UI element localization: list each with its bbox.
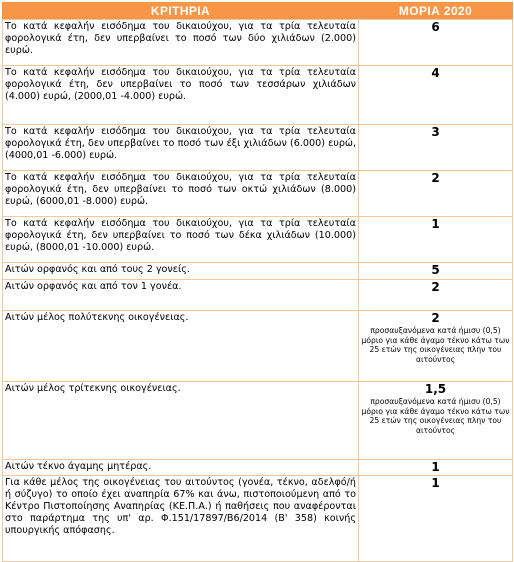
points-cell <box>359 217 513 263</box>
points-header: ΜΟΡΙΑ 2020 <box>359 3 513 20</box>
points-cell <box>359 171 513 217</box>
criteria-header: ΚΡΙΤΗΡΙΑ <box>3 3 359 20</box>
criterion-cell: Για κάθε μέλος της οικογένειας του αιτούντος (γονέα, τέκνο, αδελφό/ή ή σύζυγο) το οποίο έχει αναπηρία 67% και άνω, πιστοποιούμενη από το Κέντρο Πιστοποίησης Αναπηρίας (ΚΕ.Π.Α.) ή παθήσεις που αναφέρονται στο παράρτημα της υπ' αρ. Φ.151/17897/Β6/2014 (Β' 358) κοινής υπουργικής απόφασης. <box>3 476 359 562</box>
points-value: 2 <box>431 311 440 325</box>
points-cell <box>359 280 513 311</box>
header-row <box>3 3 513 20</box>
points-cell <box>359 263 513 280</box>
points-value: 3 <box>431 125 440 139</box>
points-value: 2 <box>431 280 440 294</box>
table-row <box>3 460 513 476</box>
points-cell <box>359 382 513 460</box>
criterion-cell: Το κατά κεφαλήν εισόδημα του δικαιούχου, για τα τρία τελευταία φορολογικά έτη, δεν υπερβαίνει το ποσό των τεσσάρων χιλιάδων (4.000) ευρώ, (2000,01 -4.000) ευρώ. <box>3 66 359 125</box>
criteria-table <box>2 2 513 562</box>
points-cell <box>359 311 513 382</box>
points-cell <box>359 460 513 476</box>
points-cell <box>359 20 513 66</box>
table-row <box>3 263 513 280</box>
points-value: 6 <box>431 20 440 34</box>
table-row <box>3 280 513 311</box>
points-cell <box>359 125 513 171</box>
points-cell <box>359 476 513 562</box>
table-row <box>3 311 513 382</box>
criterion-cell: Το κατά κεφαλήν εισόδημα του δικαιούχου, για τα τρία τελευταία φορολογικά έτη, δεν υπερβαίνει το ποσό των οκτώ χιλιάδων (8.000) ευρώ, (6000,01 -8.000) ευρώ. <box>3 171 359 217</box>
points-value: 4 <box>431 66 440 80</box>
table-row <box>3 66 513 125</box>
points-value: 5 <box>431 263 440 277</box>
points-note: προσαυξανόμενα κατά ήμισυ (0,5) μόριο για κάθε άγαμο τέκνο κάτω των 25 ετών της οικογένειας πλην του αιτούντος <box>361 326 510 364</box>
criterion-cell: Αιτών μέλος τρίτεκνης οικογένειας. <box>3 382 359 460</box>
points-cell <box>359 66 513 125</box>
criterion-cell: Αιτών μέλος πολύτεκνης οικογένειας. <box>3 311 359 382</box>
points-value: 1 <box>431 460 440 474</box>
table-row <box>3 217 513 263</box>
points-value: 1 <box>431 476 440 490</box>
criterion-cell: Αιτών ορφανός και από τους 2 γονείς. <box>3 263 359 280</box>
points-note: προσαυξανόμενα κατά ήμισυ (0,5) μόριο για κάθε άγαμο τέκνο κάτω των 25 ετών της οικογένειας πλην του αιτούντος <box>361 397 510 435</box>
table-row <box>3 125 513 171</box>
table-row <box>3 382 513 460</box>
criterion-cell: Το κατά κεφαλήν εισόδημα του δικαιούχου, για τα τρία τελευταία φορολογικά έτη, δεν υπερβαίνει το ποσό των δέκα χιλιάδων (10.000) ευρώ, (8000,01 -10.000) ευρώ. <box>3 217 359 263</box>
points-value: 1 <box>431 217 440 231</box>
criterion-cell: Το κατά κεφαλήν εισόδημα του δικαιούχου, για τα τρία τελευταία φορολογικά έτη, δεν υπερβαίνει το ποσό των δύο χιλιάδων (2.000) ευρώ. <box>3 20 359 66</box>
table-row <box>3 476 513 562</box>
table-row <box>3 171 513 217</box>
points-value: 2 <box>431 171 440 185</box>
criterion-cell: Αιτών ορφανός και από τον 1 γονέα. <box>3 280 359 311</box>
points-value: 1,5 <box>424 382 447 396</box>
table-row <box>3 20 513 66</box>
criterion-cell: Το κατά κεφαλήν εισόδημα του δικαιούχου, για τα τρία τελευταία φορολογικά έτη, δεν υπερβαίνει το ποσό των έξι χιλιάδων (6.000) ευρώ, (4000,01 -6.000) ευρώ. <box>3 125 359 171</box>
criterion-cell: Αιτών τέκνο άγαμης μητέρας. <box>3 460 359 476</box>
